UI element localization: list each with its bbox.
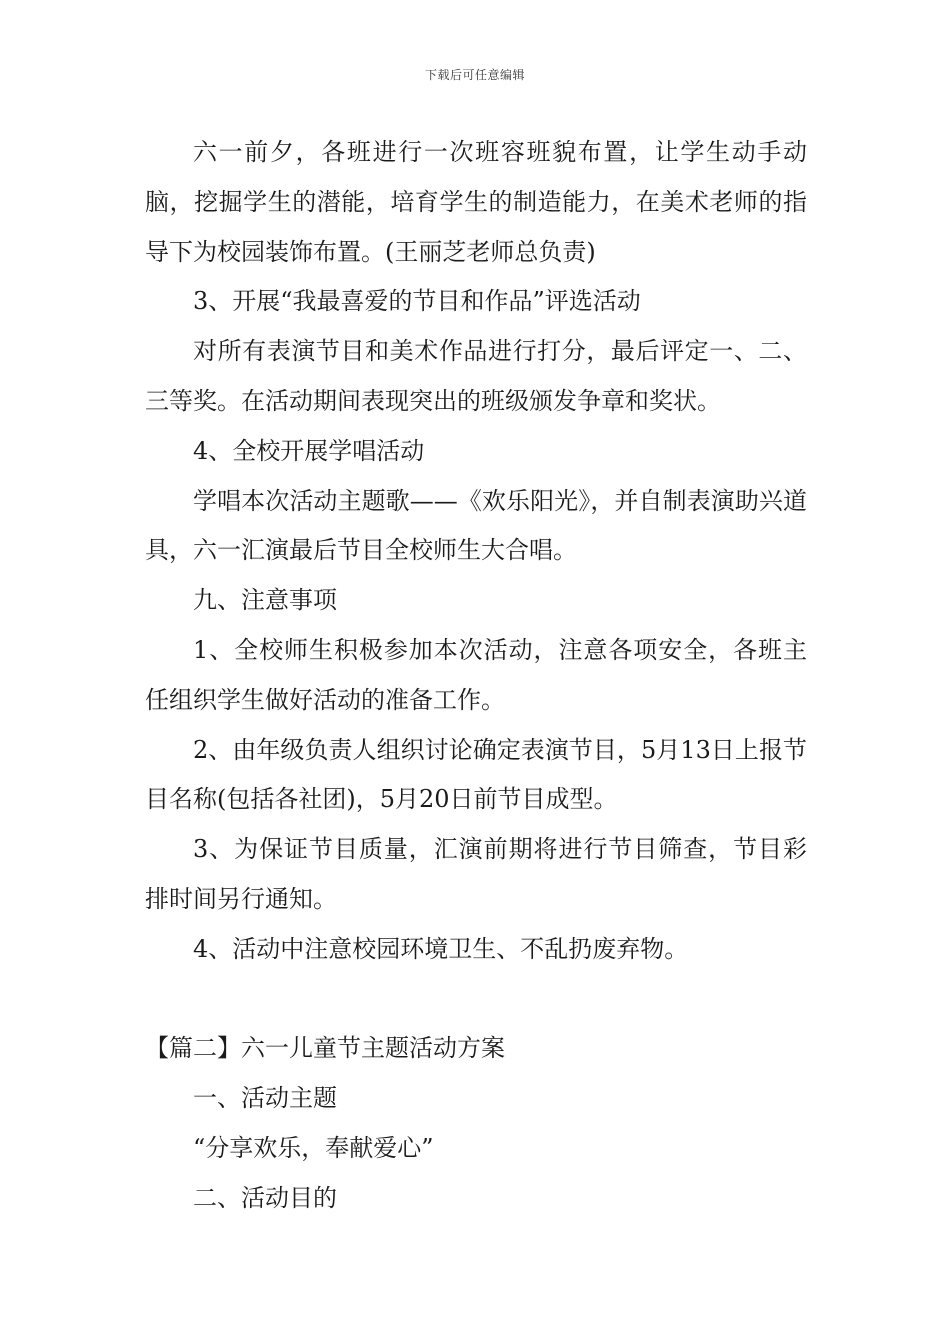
document-body xyxy=(145,128,807,1224)
paragraph: 六一前夕，各班进行一次班容班貌布置，让学生动手动脑，挖掘学生的潜能，培育学生的制造能力，在美术老师的指导下为校园装饰布置。(王丽芝老师总负责) xyxy=(145,138,807,266)
paragraph: 学唱本次活动主题歌——《欢乐阳光》，并自制表演助兴道具，六一汇演最后节目全校师生大合唱。 xyxy=(145,486,807,565)
spacer xyxy=(145,975,807,1025)
paragraph: 1、全校师生积极参加本次活动，注意各项安全，各班主任组织学生做好活动的准备工作。 xyxy=(145,635,807,714)
paragraph: 对所有表演节目和美术作品进行打分，最后评定一、二、三等奖。在活动期间表现突出的班级颁发争章和奖状。 xyxy=(145,337,807,415)
paragraph: “分享欢乐，奉献爱心” xyxy=(193,1133,434,1162)
paragraph: 4、全校开展学唱活动 xyxy=(193,436,425,465)
article-title: 【篇二】六一儿童节主题活动方案 xyxy=(145,1034,505,1063)
paragraph: 4、活动中注意校园环境卫生、不乱扔废弃物。 xyxy=(193,934,689,963)
header-note: 下载后可任意编辑 xyxy=(424,68,525,82)
section-heading: 九、注意事项 xyxy=(193,586,337,615)
paragraph: 2、由年级负责人组织讨论确定表演节目，5月13日上报节目名称(包括各社团)，5月20日前节目成型。 xyxy=(145,735,807,814)
paragraph: 3、开展“我最喜爱的节目和作品”评选活动 xyxy=(193,287,641,316)
section-heading: 一、活动主题 xyxy=(193,1084,337,1113)
section-heading: 二、活动目的 xyxy=(193,1183,337,1212)
paragraph: 3、为保证节目质量，汇演前期将进行节目筛查，节目彩排时间另行通知。 xyxy=(145,835,807,913)
